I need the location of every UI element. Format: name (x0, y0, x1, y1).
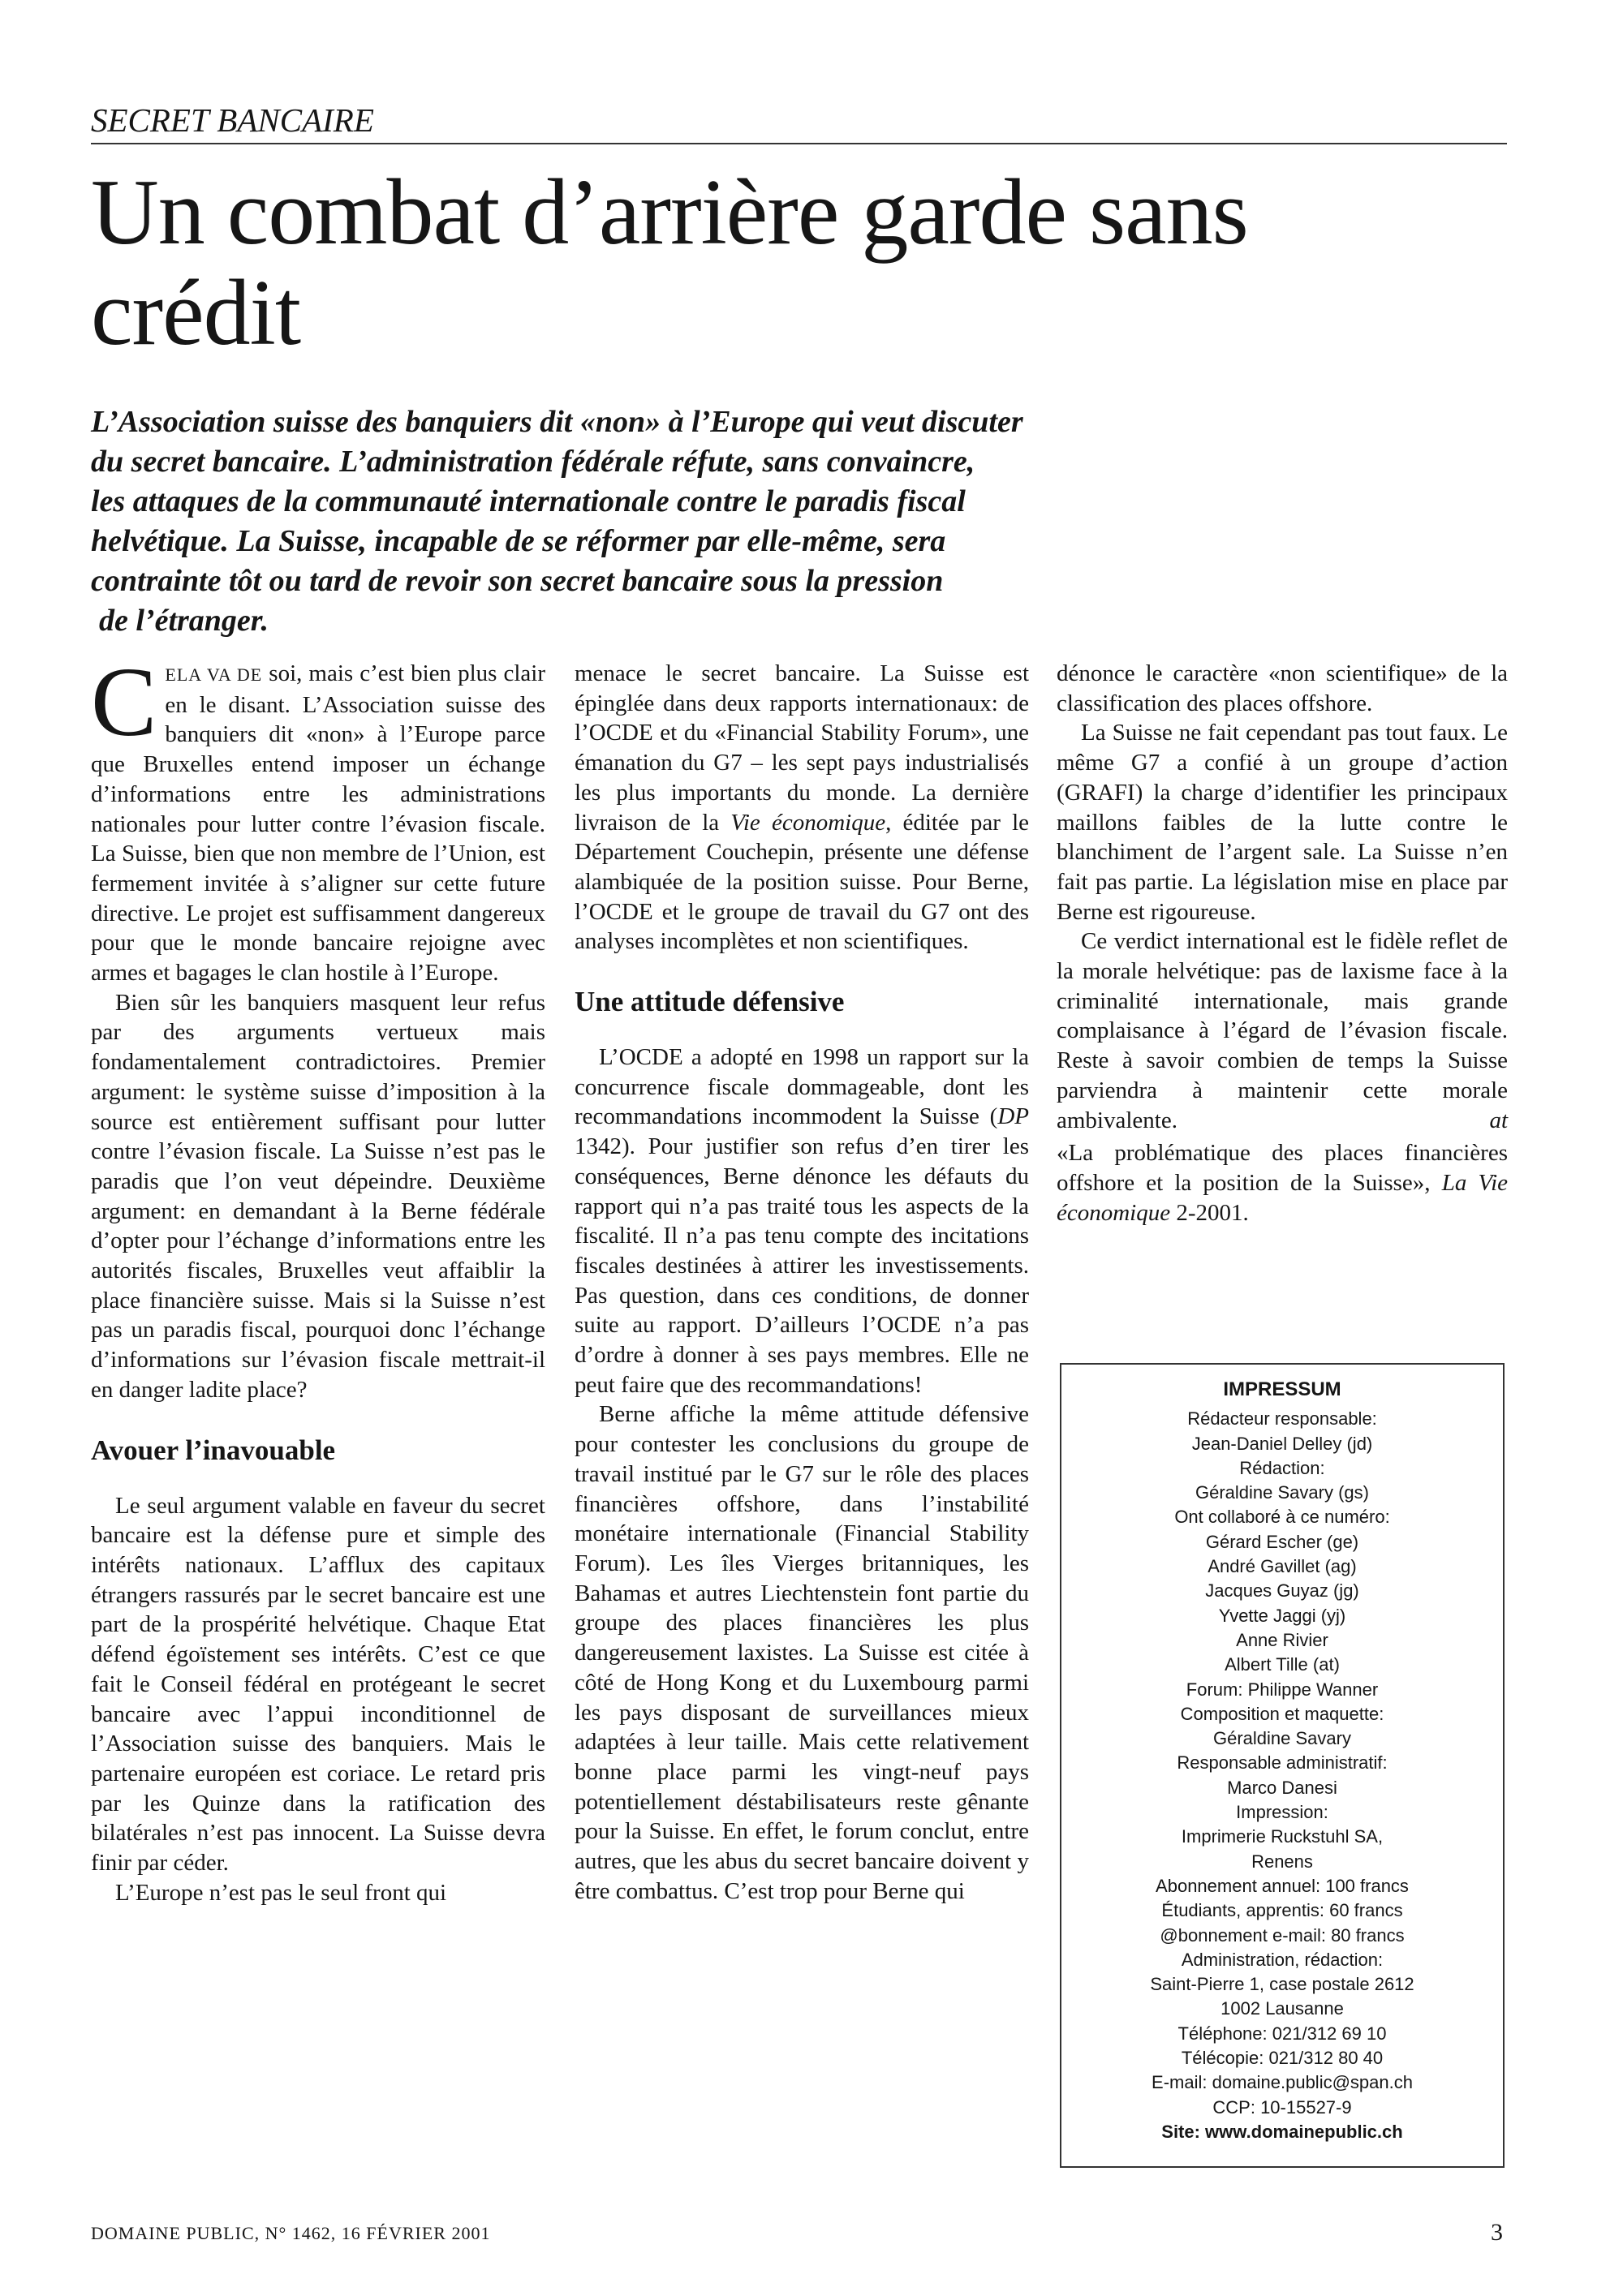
paragraph-text: L’OCDE a adopté en 1998 un rapport sur la concurrence fiscale dommageable, dont les recommandations incommodent la Suisse ( (575, 1044, 1029, 1130)
paragraph-text: menace le secret bancaire. La Suisse est épinglée dans deux rapports internationaux: de l’OCDE et du «Financial Stability Forum», une émanation du G7 – les sept pays industrialisés les plus importants du monde. La dernière livraison de la (575, 660, 1029, 836)
paragraph (575, 1043, 1029, 1400)
impressum-line: Administration, rédaction: (1181, 1949, 1384, 1970)
paragraph-text: 1342). Pour justifier son refus d’en tirer les conséquences, Berne dénonce les défauts du rapport qui n’a pas traité tous les aspects de la fiscalité. Il n’a pas tenu compte des incitations fiscales destinées à attirer les investissements. Pas question, dans ces conditions, de donner suite au rapport. D’ailleurs l’OCDE n’a pas d’ordre à donner à ses pays membres. Elle ne peut faire que des recommandations! (575, 1133, 1029, 1398)
publication-ref: DP (997, 1103, 1029, 1130)
lead-line: du secret bancaire. L’administration fédérale réfute, sans convaincre, (91, 445, 975, 479)
impressum-line: CCP: 10-15527-9 (1212, 2096, 1352, 2118)
paragraph: Bien sûr les banquiers masquent leur refus par des arguments vertueux mais fondamentalement contradictoires. Premier argument: le système suisse d’imposition à la source est entièrement suffisant pour lutter contre l’évasion fiscale. La Suisse n’est pas le paradis que l’on veut dépeindre. Deuxième argument: en demandant à la Berne fédérale d’opter pour l’échange d’informations entre les autorités fiscales, Bruxelles veut affaiblir la place financière suisse. Mais si la Suisse n’est pas un paradis fiscal, pourquoi donc l’échange d’informations sur l’évasion fiscale mettrait-il en danger ladite place? (91, 989, 545, 1403)
impressum-line: Rédaction: (1239, 1457, 1325, 1478)
column-3 (1057, 659, 1508, 1228)
lead-line: L’Association suisse des banquiers dit «non» à l’Europe qui veut discuter (91, 405, 1023, 439)
impressum-line: Étudiants, apprentis: 60 francs (1161, 1900, 1403, 1921)
note-text: 2-2001. (1170, 1199, 1249, 1226)
paragraph-text: Ce verdict international est le fidèle reflet de la morale helvétique: pas de laxisme face à la criminalité internationale, mais grande complaisance à l’égard de l’évasion fiscale. Reste à savoir combien de temps la Suisse parviendra à maintenir cette morale ambivalente. (1057, 928, 1508, 1133)
impressum-line: Marco Danesi (1227, 1777, 1337, 1798)
section-kicker: SECRET BANCAIRE (91, 102, 1507, 144)
subheading: Une attitude défensive (575, 986, 845, 1018)
opening-smallcaps: ELA VA DE (165, 664, 263, 685)
lead-line: contrainte tôt ou tard de revoir son secret bancaire sous la pression (91, 564, 944, 598)
article-title: Un combat d’arrière garde sans crédit (91, 161, 1248, 365)
impressum-line: Abonnement annuel: 100 francs (1156, 1875, 1409, 1896)
impressum-line: Gérard Escher (ge) (1205, 1531, 1359, 1552)
column-1 (91, 647, 545, 1907)
paragraph: Berne affiche la même attitude défensive pour contester les conclusions du groupe de travail institué par le G7 sur le rôle des places financières offshore, dans l’instabilité monétaire internationale (Financial Stability Forum). Les îles Vierges britanniques, les Bahamas et autres Liechtenstein font partie du groupe des places financières les plus dangereusement laxistes. La Suisse est citée à côté de Hong Kong et du Luxembourg parmi les pays disposant de surveillances mieux adaptées à leur taille. Mais cette relativement bonne place parmi les vingt-neuf pays potentiellement déstabilisateurs reste gênante pour la Suisse. En effet, le forum conclut, entre autres, que les abus du secret bancaire doivent y être combattus. C’est trop pour Berne qui (575, 1401, 1029, 1904)
page-footer: DOMAINE PUBLIC, N° 1462, 16 FÉVRIER 2001 (91, 2223, 491, 2243)
paragraph: dénonce le caractère «non scientifique» de la classification des places offshore. (1057, 660, 1508, 716)
note-text: «La problématique des places financières offshore et la position de la Suisse», (1057, 1140, 1508, 1196)
publication-name: Vie économique (730, 809, 886, 836)
paragraph (91, 647, 545, 988)
lead-line: les attaques de la communauté internationale contre le paradis fiscal (91, 484, 966, 518)
impressum-line: Géraldine Savary (1213, 1728, 1351, 1749)
impressum-line: Yvette Jaggi (yj) (1218, 1605, 1346, 1626)
article-lead (91, 402, 1357, 641)
impressum-line: Rédacteur responsable: (1187, 1408, 1377, 1430)
paragraph-text: soi, mais c’est bien plus clair en le disant. L’Association suisse des banquiers dit «non» à l’Europe parce que Bruxelles entend imposer un échange d’informations entre les administrations nationales pour lutter contre l’évasion fiscale. La Suisse, bien que non membre de l’Union, est fermement invitée à s’aligner sur cette future directive. Le projet est suffisamment dangereux pour que le monde bancaire rejoigne avec armes et bagages le clan hostile à l’Europe. (91, 660, 545, 987)
impressum-line: Anne Rivier (1236, 1629, 1328, 1650)
impressum-line: @bonnement e-mail: 80 francs (1160, 1924, 1405, 1946)
paragraph-text: , éditée par le Département Couchepin, présente une défense alambiquée de la position suisse. Pour Berne, l’OCDE et le groupe de travail du G7 ont des analyses incomplètes et non scientifiques. (575, 809, 1030, 955)
column-2 (575, 659, 1029, 1906)
impressum-line: André Gavillet (ag) (1208, 1556, 1357, 1577)
impressum-line: Responsable administratif: (1177, 1752, 1388, 1774)
impressum-line: Jacques Guyaz (jg) (1205, 1580, 1359, 1602)
impressum-line: Imprimerie Ruckstuhl SA, (1181, 1826, 1384, 1847)
impressum-line: Impression: (1236, 1802, 1328, 1823)
impressum-line: Renens (1251, 1851, 1313, 1872)
impressum-line: Forum: Philippe Wanner (1186, 1679, 1379, 1700)
impressum-line: Téléphone: 021/312 69 10 (1177, 2023, 1387, 2044)
source-note (1057, 1138, 1508, 1228)
drop-cap: C (91, 647, 157, 757)
impressum-line: Albert Tille (at) (1225, 1654, 1340, 1675)
impressum-line: Saint-Pierre 1, case postale 2612 (1150, 1974, 1414, 1995)
subheading: Avouer l’inavouable (91, 1434, 336, 1466)
page-number: 3 (1491, 2219, 1503, 2246)
impressum-line: Ont collaboré à ce numéro: (1174, 1507, 1390, 1528)
paragraph: La Suisse ne fait cependant pas tout faux. Le même G7 a confié à un groupe d’action (GRAFI) la charge d’identifier les principaux maillons faibles de la lutte contre le blanchiment de l’argent sale. La Suisse n’en fait pas partie. La législation mise en place par Berne est rigoureuse. (1057, 720, 1508, 925)
lead-line: de l’étranger. (99, 604, 269, 638)
impressum-line: Composition et maquette: (1180, 1703, 1384, 1724)
impressum-heading: IMPRESSUM (1223, 1378, 1341, 1400)
impressum-email[interactable]: E-mail: domaine.public@span.ch (1152, 2072, 1413, 2093)
publication-name: La Vie économique (1057, 1169, 1508, 1226)
paragraph (1057, 927, 1508, 1135)
paragraph: Le seul argument valable en faveur du secret bancaire est la défense pure et simple des intérêts nationaux. L’afflux des capitaux étrangers rassurés par le secret bancaire est une part de la prospérité helvétique. Chaque Etat défend égoïstement ses intérêts. C’est ce que fait le Conseil fédéral en protégeant le secret bancaire avec l’appui inconditionnel de l’Association suisse des banquiers. Mais le partenaire européen est coriace. Le retard pris par les Quinze dans la ratification des bilatérales n’est pas innocent. La Suisse devra finir par céder. (91, 1492, 545, 1877)
impressum-box (1060, 1363, 1505, 2168)
paragraph: L’Europe n’est pas le seul front qui (115, 1879, 447, 1906)
impressum-line: Géraldine Savary (gs) (1195, 1482, 1369, 1503)
impressum-line: 1002 Lausanne (1220, 1998, 1344, 2019)
paragraph (575, 659, 1029, 957)
impressum-site-link[interactable]: Site: www.domainepublic.ch (1161, 2121, 1403, 2142)
author-signature: at (1489, 1107, 1508, 1133)
impressum-line: Télécopie: 021/312 80 40 (1181, 2048, 1384, 2069)
impressum-line: Jean-Daniel Delley (jd) (1191, 1433, 1373, 1454)
lead-line: helvétique. La Suisse, incapable de se réformer par elle-même, sera (91, 524, 946, 558)
